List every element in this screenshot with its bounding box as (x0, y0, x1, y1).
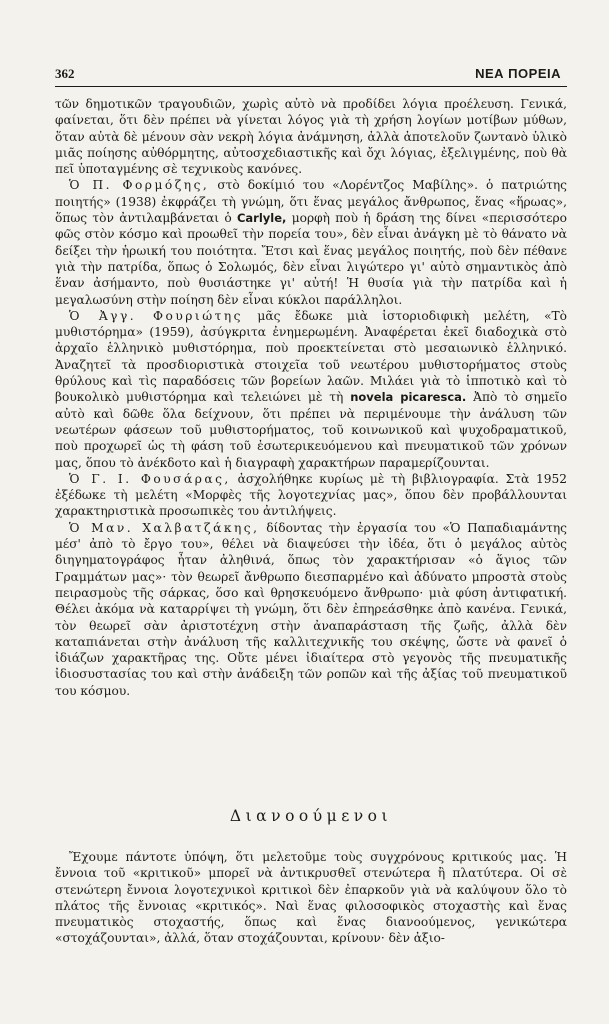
section-paragraph-1: Ἔχουμε πάντοτε ὑπόψη, ὅτι μελετοῦμε τοὺς συγχρόνους κριτικούς μας. Ἡ ἔννοια τοῦ «κριτικοῦ» μπορεῖ νὰ ἀντικρυσθεῖ στενώτερα ἢ πλατύτερα. Οἱ σὲ στενώτερη ἔννοια λογοτεχνικοὶ κριτικοὶ δὲν ἐπαρκοῦν γιὰ νὰ καλύψουν ὅλο τὸ πλάτος τῆς ἔννοιας «κριτικός». Ναὶ ἕνας φιλοσοφικὸς στοχαστὴς καὶ ἕνας πνευματικὸς στοχαστής, ὅπως καὶ ἕνας διανοούμενος, γενικώτερα «στοχάζουνται», ἀλλά, ὅταν στοχάζουνται, κρίνουν· δὲν ἀξιο- (55, 850, 567, 946)
author-name: Ὁ Π. Φορμόζης, (69, 178, 210, 193)
paragraph-3-text-b: Ἀπὸ τὸ σημεῖο αὐτὸ καὶ δῶθε ὅλα δείχνουν, ὅτι πρέπει νὰ περιμένουμε τὴν ἀνάλυση τῶν νεωτέρων φάσεων τοῦ μυθιστορήματος, τοῦ κοινωνικοῦ καὶ ψυχοδραματικοῦ, ποὺ προχωρεῖ ὡς τὴ φάση τοῦ ἐσωτερικευόμενου καὶ πνευματικοῦ τῶν χρόνων μας, ὅπου τὸ ἀνέκδοτο καὶ ἡ διαγραφὴ χαρακτήρων παραμερίζουνται. (55, 390, 568, 470)
paragraph-3 (55, 308, 567, 471)
main-text (55, 96, 567, 699)
author-name: Ὁ Μαν. Χαλβατζάκης, (69, 520, 260, 535)
running-title: ΝΕΑ ΠΟΡΕΙΑ (475, 66, 561, 81)
author-name: Ὁ Γ. Ι. Φουσάρας, (69, 471, 231, 486)
paragraph-2 (55, 177, 567, 307)
paragraph-4-text: ἀσχολήθηκε κυρίως μὲ τὴ βιβλιογραφία. Στὰ 1952 ἐξέδωκε τὴ μελέτη «Μορφὲς τῆς λογοτεχνίας μας», ὅπου δὲν προβάλλουνται χαρακτηριστικὰ προσωπικὲς του ἀντιλήψεις. (55, 471, 568, 519)
section-text (55, 849, 567, 947)
paragraph-4 (55, 471, 567, 520)
paragraph-3-text-a: μᾶς ἔδωκε μιὰ ἱστοριοδιφικὴ μελέτη, «Τὸ μυθιστόρημα» (1959), ἀσύγκριτα ἐνημερωμένη. Ἀναφέρεται ἐκεῖ διαδοχικὰ στὸ ἀρχαῖο ἑλληνικὸ μυθιστόρημα, ποὺ προεκτείνεται στὸ μεσαιωνικὸ ἑλληνικό. Ἀναζητεῖ τὰ προσδιοριστικὰ στοιχεῖα τοῦ νεωτέρου μυθιστορήματος στοὺς θρύλους καὶ τὶς παραδόσεις τῶν βορείων λαῶν. Μιλάει γιὰ τὸ ἱπποτικὸ καὶ τὸ βουκολικὸ μυθιστόρημα καὶ τελειώνει μὲ τὴ (55, 308, 567, 405)
paragraph-2-text-b: μορφὴ ποὺ ἡ δράση της δίνει «περισσότερο φῶς στὸν κόσμο καὶ προωθεῖ τὴν πορεία του», δὲν εἶναι ἀνάγκη μὲ τὸ θάνατο νὰ δείξει τὴν ἡρωική του ποιότητα. Ἔτσι καὶ ἕνας μεγάλος ποιητής, ποὺ δὲν πέθανε γιὰ τὴν πατρίδα, ὅπως ὁ Σολωμός, δὲν εἶναι λιγώτερο γι' αὐτὸ σημαντικὸς ἀπὸ ἕναν ἀσήμαντο, ποὺ θυσιάστηκε γι' αὐτή! Ἡ θυσία γιὰ τὴν πατρίδα καὶ ἡ μεγαλωσύνη στὴν ποίηση δὲν εἶναι κύκλοι παράλληλοι. (55, 211, 567, 307)
page-number: 362 (55, 66, 75, 81)
paragraph-5-text: δίδοντας τὴν ἐργασία του «Ὁ Παπαδιαμάντης μέσ' ἀπὸ τὸ ἔργο του», θέλει νὰ διαψεύσει τὴν ἰδέα, ὅτι ὁ μεγάλος αὐτὸς διηγηματογράφος ἦταν ἀληθινά, ὅπως τὸν χαρακτήρισαν «ὁ ἅγιος τῶν Γραμμάτων μας»· τὸν θεωρεῖ ἄνθρωπο διεσπαρμένο καὶ ἀδύνατο μπροστὰ στοὺς πειρασμοὺς τῆς σάρκας, ὅσο καὶ θρησκευόμενο ἄνθρωπο· μιὰ φύση ἀντιφατική. Θέλει ἀκόμα νὰ καταρρίψει τὴ γνώμη, ὅτι δὲν ἐπηρεάσθηκε ἀπὸ κανένα. Γενικά, τὸν θεωρεῖ σὰν ἀριστοτέχνη στὴν ἀναπαράσταση τῆς ζωῆς, ἀλλὰ δὲν καταπιάνεται στὴν ἀνάλυση τῆς καλλιτεχνικῆς του σκέψης, ὥστε νὰ φανεῖ ὁ ἰδιάζων χαρακτῆρας της. Οὔτε μένει ἰδιαίτερα στὸ γεγονὸς τῆς πνευματικῆς ἰδιοσυστασίας του καὶ στὴν ἀνάδειξη τῶν ροπῶν καὶ τῆς ἀξίας τοῦ πνευματικοῦ του κόσμου. (55, 520, 567, 698)
paragraph-1: τῶν δημοτικῶν τραγουδιῶν, χωρὶς αὐτὸ νὰ προδίδει λόγια προέλευση. Γενικά, φαίνεται, ὅτι δὲν πρέπει νὰ γίνεται λόγος γιὰ τὴ χρήση λογίων μοτίβων μύθων, ὅταν αὐτὰ δὲ μένουν σὰν νεκρὴ λόγια ἀνάμνηση, ἀλλὰ ἀποτελοῦν ζωντανὸ ὑλικὸ μιᾶς ποίησης αὐθόρμητης, αὐτοσχεδιαστικῆς καὶ ὄχι λόγιας, ἐξελιγμένης, ποὺ θὰ πεῖ ὑποταγμένης σὲ τεχνικοὺς κανόνες. (55, 97, 567, 177)
latin-term: Carlyle, (236, 211, 287, 226)
paragraph-2-text-a: στὸ δοκίμιό του «Λορέντζος Μαβίλης». ὁ πατριώτης ποιητής» (1938) ἐκφράζει τὴ γνώμη, ὅτι ἕνας μεγάλος ἄνθρωπος, ἕνας «ἥρωας», ὅπως τὸν ἀντιλαμβάνεται ὁ (55, 178, 568, 226)
author-name: Ὁ Ἀγγ. Φουριώτης (69, 308, 244, 323)
latin-term: novela picaresca. (350, 390, 467, 405)
page-header (55, 66, 575, 86)
paragraph-5 (55, 520, 567, 699)
section-title: Διανοούμενοι (229, 807, 393, 825)
header-rule (55, 86, 567, 87)
